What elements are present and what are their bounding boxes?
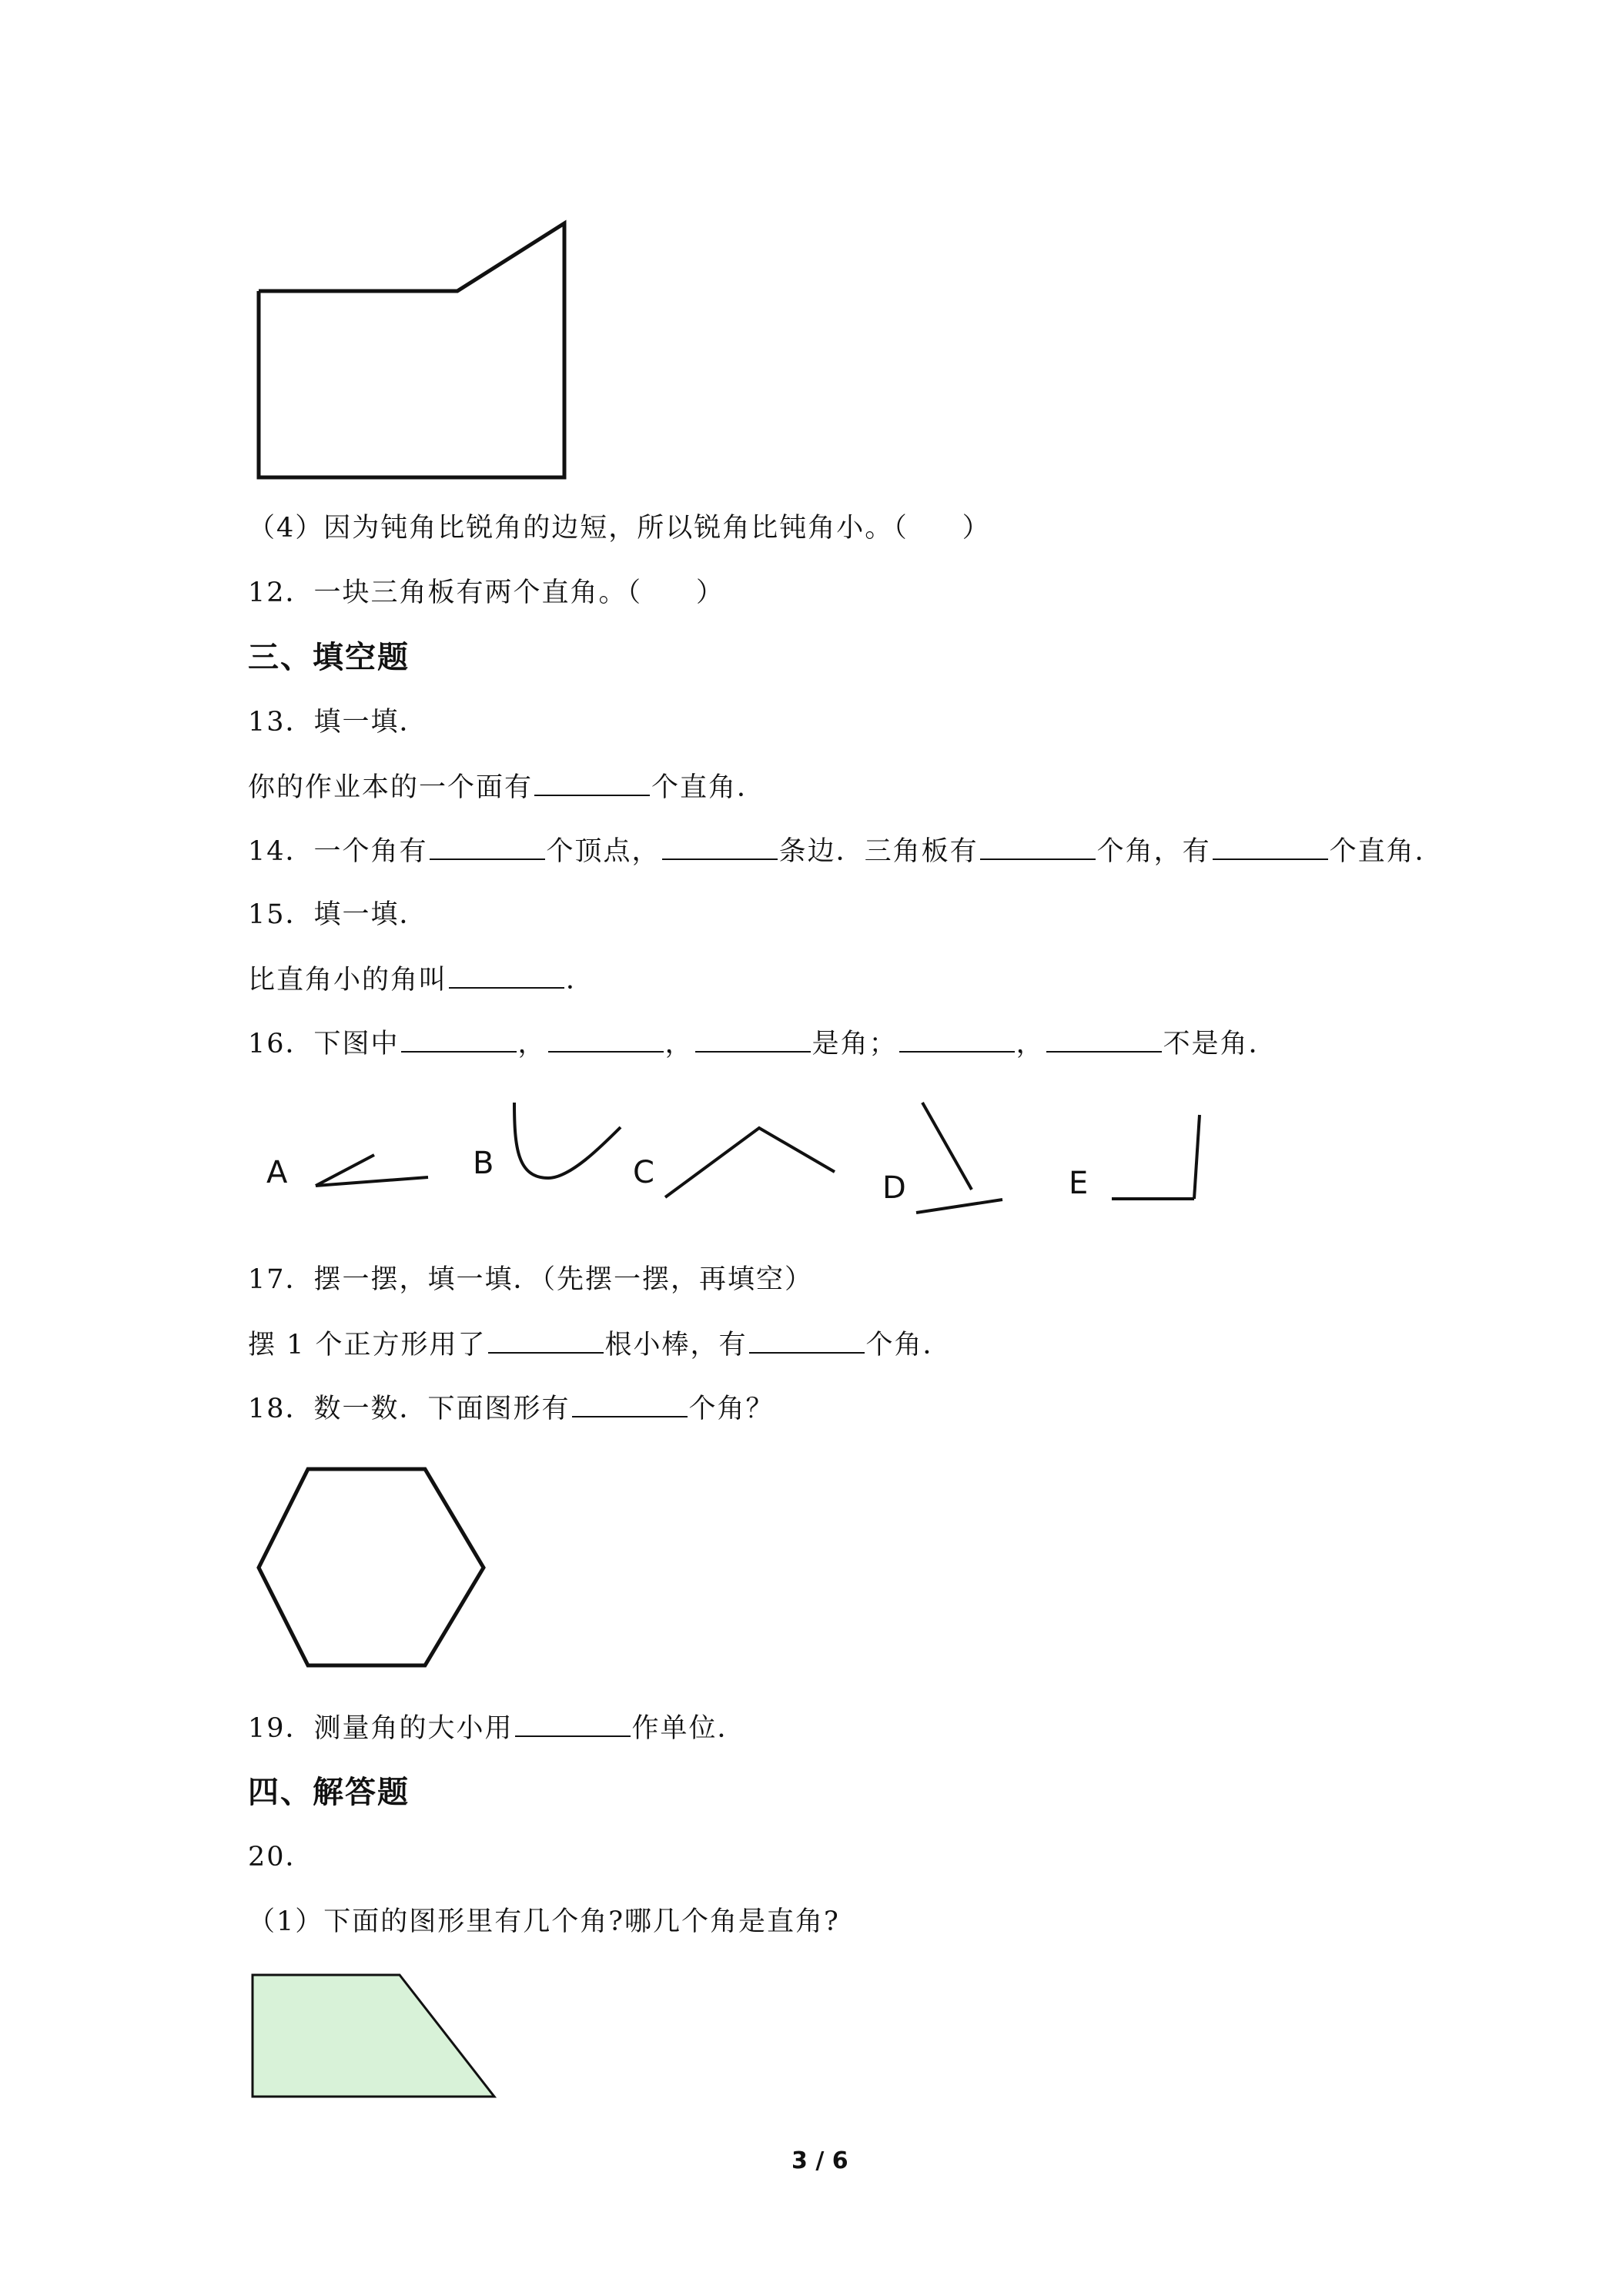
shape-label-a: A [266,1155,288,1190]
shape-c [665,1128,835,1197]
q16-text: ， [664,1029,694,1059]
q11-item4-text: （4）因为钝角比锐角的边短，所以锐角比钝角小。（ [248,513,909,544]
section-3-title: 三、填空题 [248,640,410,675]
section-4-title: 四、解答题 [248,1775,410,1810]
q16-text: 16．下图中 [248,1029,400,1059]
q14-text: 个直角． [1329,836,1444,867]
q16-text: 不是角． [1163,1029,1277,1059]
q15-title: 15．填一填． [248,899,428,930]
trapezoid-figure [0,0,539,2125]
q15-text-end: ． [566,965,595,996]
q14-text: 条边．三角板有 [778,836,979,867]
q15-text: 比直角小的角叫 [248,965,448,996]
shape-e [1112,1115,1200,1199]
answer-blank[interactable] [572,1391,688,1417]
q20-title: 20． [248,1842,314,1873]
shape-label-b: B [473,1146,494,1181]
q17-text: 根小棒，有 [604,1330,748,1361]
q19-text: 19．测量角的大小用 [248,1713,514,1744]
q13-title: 13．填一填． [248,707,428,738]
q17-title: 17．摆一摆，填一填．（先摆一摆，再填空） [248,1264,814,1295]
q11-item4-close: ） [962,513,991,544]
trapezoid-shape [253,1975,494,2097]
shape-label-c: C [633,1155,654,1190]
q16-text: ， [1016,1029,1045,1059]
q18-text: 个角？ [688,1394,775,1424]
page-number: 3 / 6 [791,2147,848,2174]
q19-text: 作单位． [631,1713,746,1744]
shape-label-d: D [882,1170,906,1206]
q20-item1: （1）下面的图形里有几个角?哪几个角是直角? [248,1906,840,1937]
shape-d [916,1103,1002,1213]
shape-label-e: E [1069,1166,1089,1201]
q16-text: 是角； [812,1029,898,1059]
q17-text: 摆 1 个正方形用了 [248,1330,487,1361]
q14-text: 个顶点， [546,836,661,867]
q12-text: 12．一块三角板有两个直角。（ [248,577,643,608]
q12-close: ） [696,577,725,608]
q13-text-end: 个直角． [651,772,766,803]
q14-text: 个角，有 [1096,836,1211,867]
q18-text: 18．数一数．下面图形有 [248,1394,571,1424]
q13-text: 你的作业本的一个面有 [248,772,534,803]
q14-text: 14．一个角有 [248,836,428,867]
q17-text: 个角． [865,1330,952,1361]
q16-text: ， [517,1029,547,1059]
answer-blank[interactable] [749,1327,865,1354]
